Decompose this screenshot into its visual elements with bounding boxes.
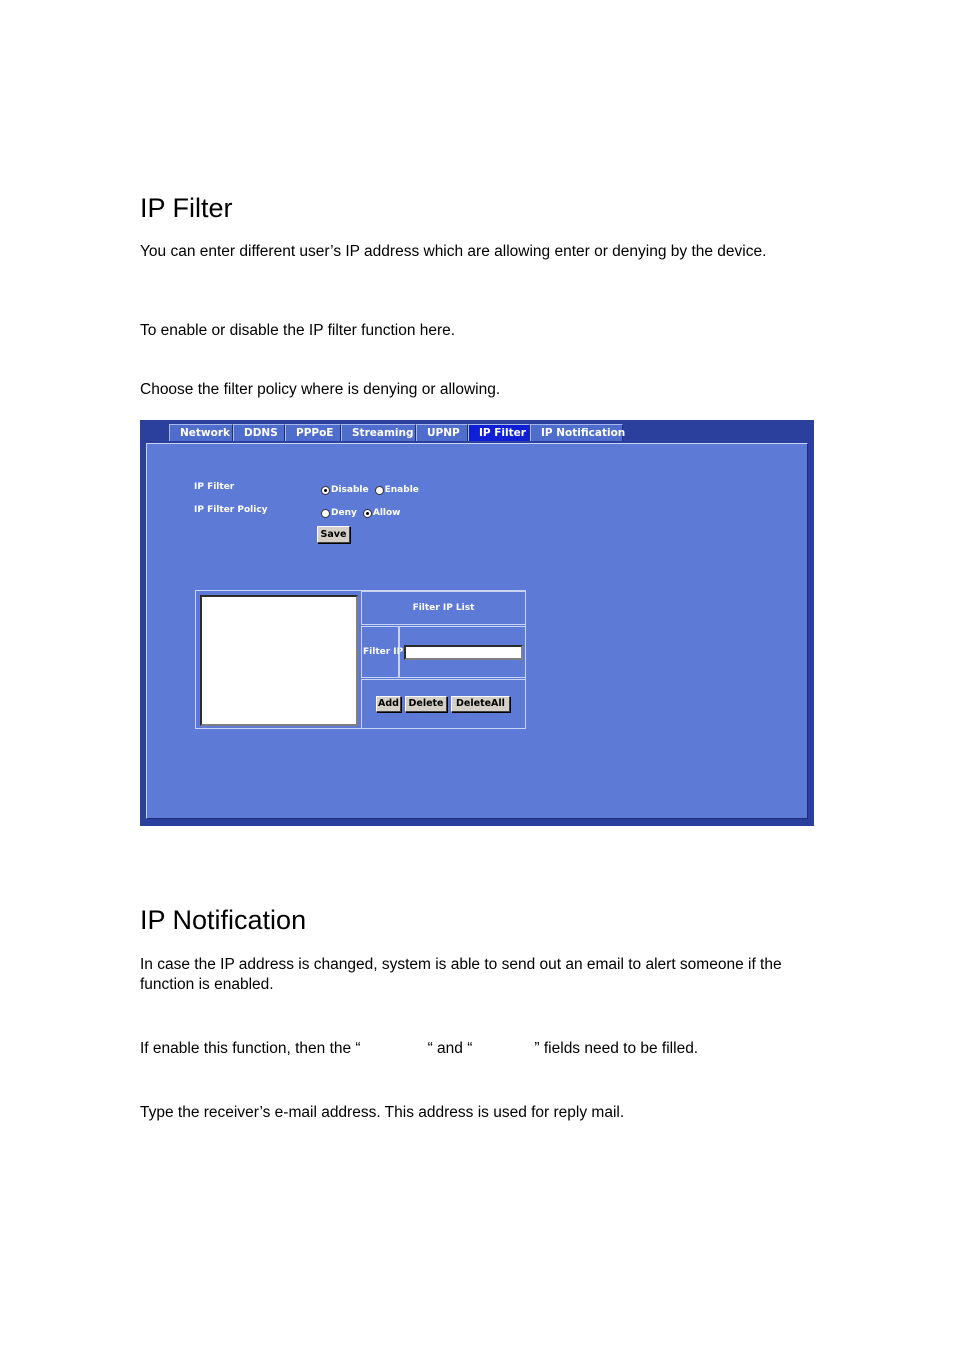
save-button[interactable]: Save — [317, 526, 350, 543]
radio-allow-label: Allow — [372, 508, 401, 518]
tab-network[interactable]: Network — [169, 424, 233, 441]
ip-notification-receiver-text: Type the receiver’s e-mail address. This address is used for reply mail. — [140, 1104, 625, 1121]
radio-enable[interactable] — [375, 485, 419, 495]
ip-notification-fill-text — [140, 1039, 820, 1059]
radio-deny-label: Deny — [331, 508, 357, 518]
delete-button[interactable]: Delete — [405, 696, 447, 712]
tab-streaming[interactable]: Streaming — [341, 424, 416, 441]
section-title-ip-filter: IP Filter — [140, 193, 233, 223]
tab-pppoe[interactable]: PPPoE — [285, 424, 341, 441]
fill-text-part1: If enable this function, then the “ — [140, 1040, 361, 1057]
tab-ip-notification[interactable]: IP Notification — [530, 424, 623, 441]
delete-all-button[interactable]: DeleteAll — [451, 696, 510, 712]
tab-upnp[interactable]: UPNP — [416, 424, 468, 441]
radio-allow-icon[interactable] — [363, 509, 372, 518]
radio-enable-label: Enable — [384, 485, 419, 495]
filter-list-header: Filter IP List — [412, 603, 475, 613]
radio-disable[interactable] — [321, 485, 369, 495]
add-button[interactable]: Add — [376, 696, 401, 712]
ip-notification-intro: In case the IP address is changed, system is able to send out an email to alert someone if the function is enabled. — [140, 956, 782, 993]
tab-ip-filter[interactable]: IP Filter — [468, 424, 530, 441]
radio-enable-icon[interactable] — [375, 486, 384, 495]
section-title-ip-notification: IP Notification — [140, 905, 307, 935]
filter-ip-listbox[interactable] — [200, 595, 358, 726]
radio-disable-icon[interactable] — [321, 486, 330, 495]
tab-bar — [169, 424, 626, 442]
policy-radio-group — [321, 508, 401, 518]
tab-ddns[interactable]: DDNS — [233, 424, 285, 441]
fill-text-part2: “ and “ — [427, 1040, 473, 1057]
radio-allow[interactable] — [363, 508, 401, 518]
radio-deny[interactable] — [321, 508, 357, 518]
ip-filter-enable-text: To enable or disable the IP filter function here. — [140, 322, 456, 339]
ip-filter-radio-group — [321, 485, 419, 495]
ip-filter-policy-label: IP Filter Policy — [194, 505, 268, 515]
filter-ip-label: Filter IP — [363, 647, 404, 657]
ip-filter-intro: You can enter different user’s IP address which are allowing enter or denying by the device. — [140, 243, 767, 260]
fill-text-part3: ” fields need to be filled. — [534, 1040, 699, 1057]
radio-deny-icon[interactable] — [321, 509, 330, 518]
filter-ip-input[interactable] — [404, 645, 523, 660]
ip-filter-label: IP Filter — [194, 482, 235, 492]
ip-filter-policy-text: Choose the filter policy where is denying or allowing. — [140, 381, 501, 398]
radio-disable-label: Disable — [331, 485, 369, 495]
